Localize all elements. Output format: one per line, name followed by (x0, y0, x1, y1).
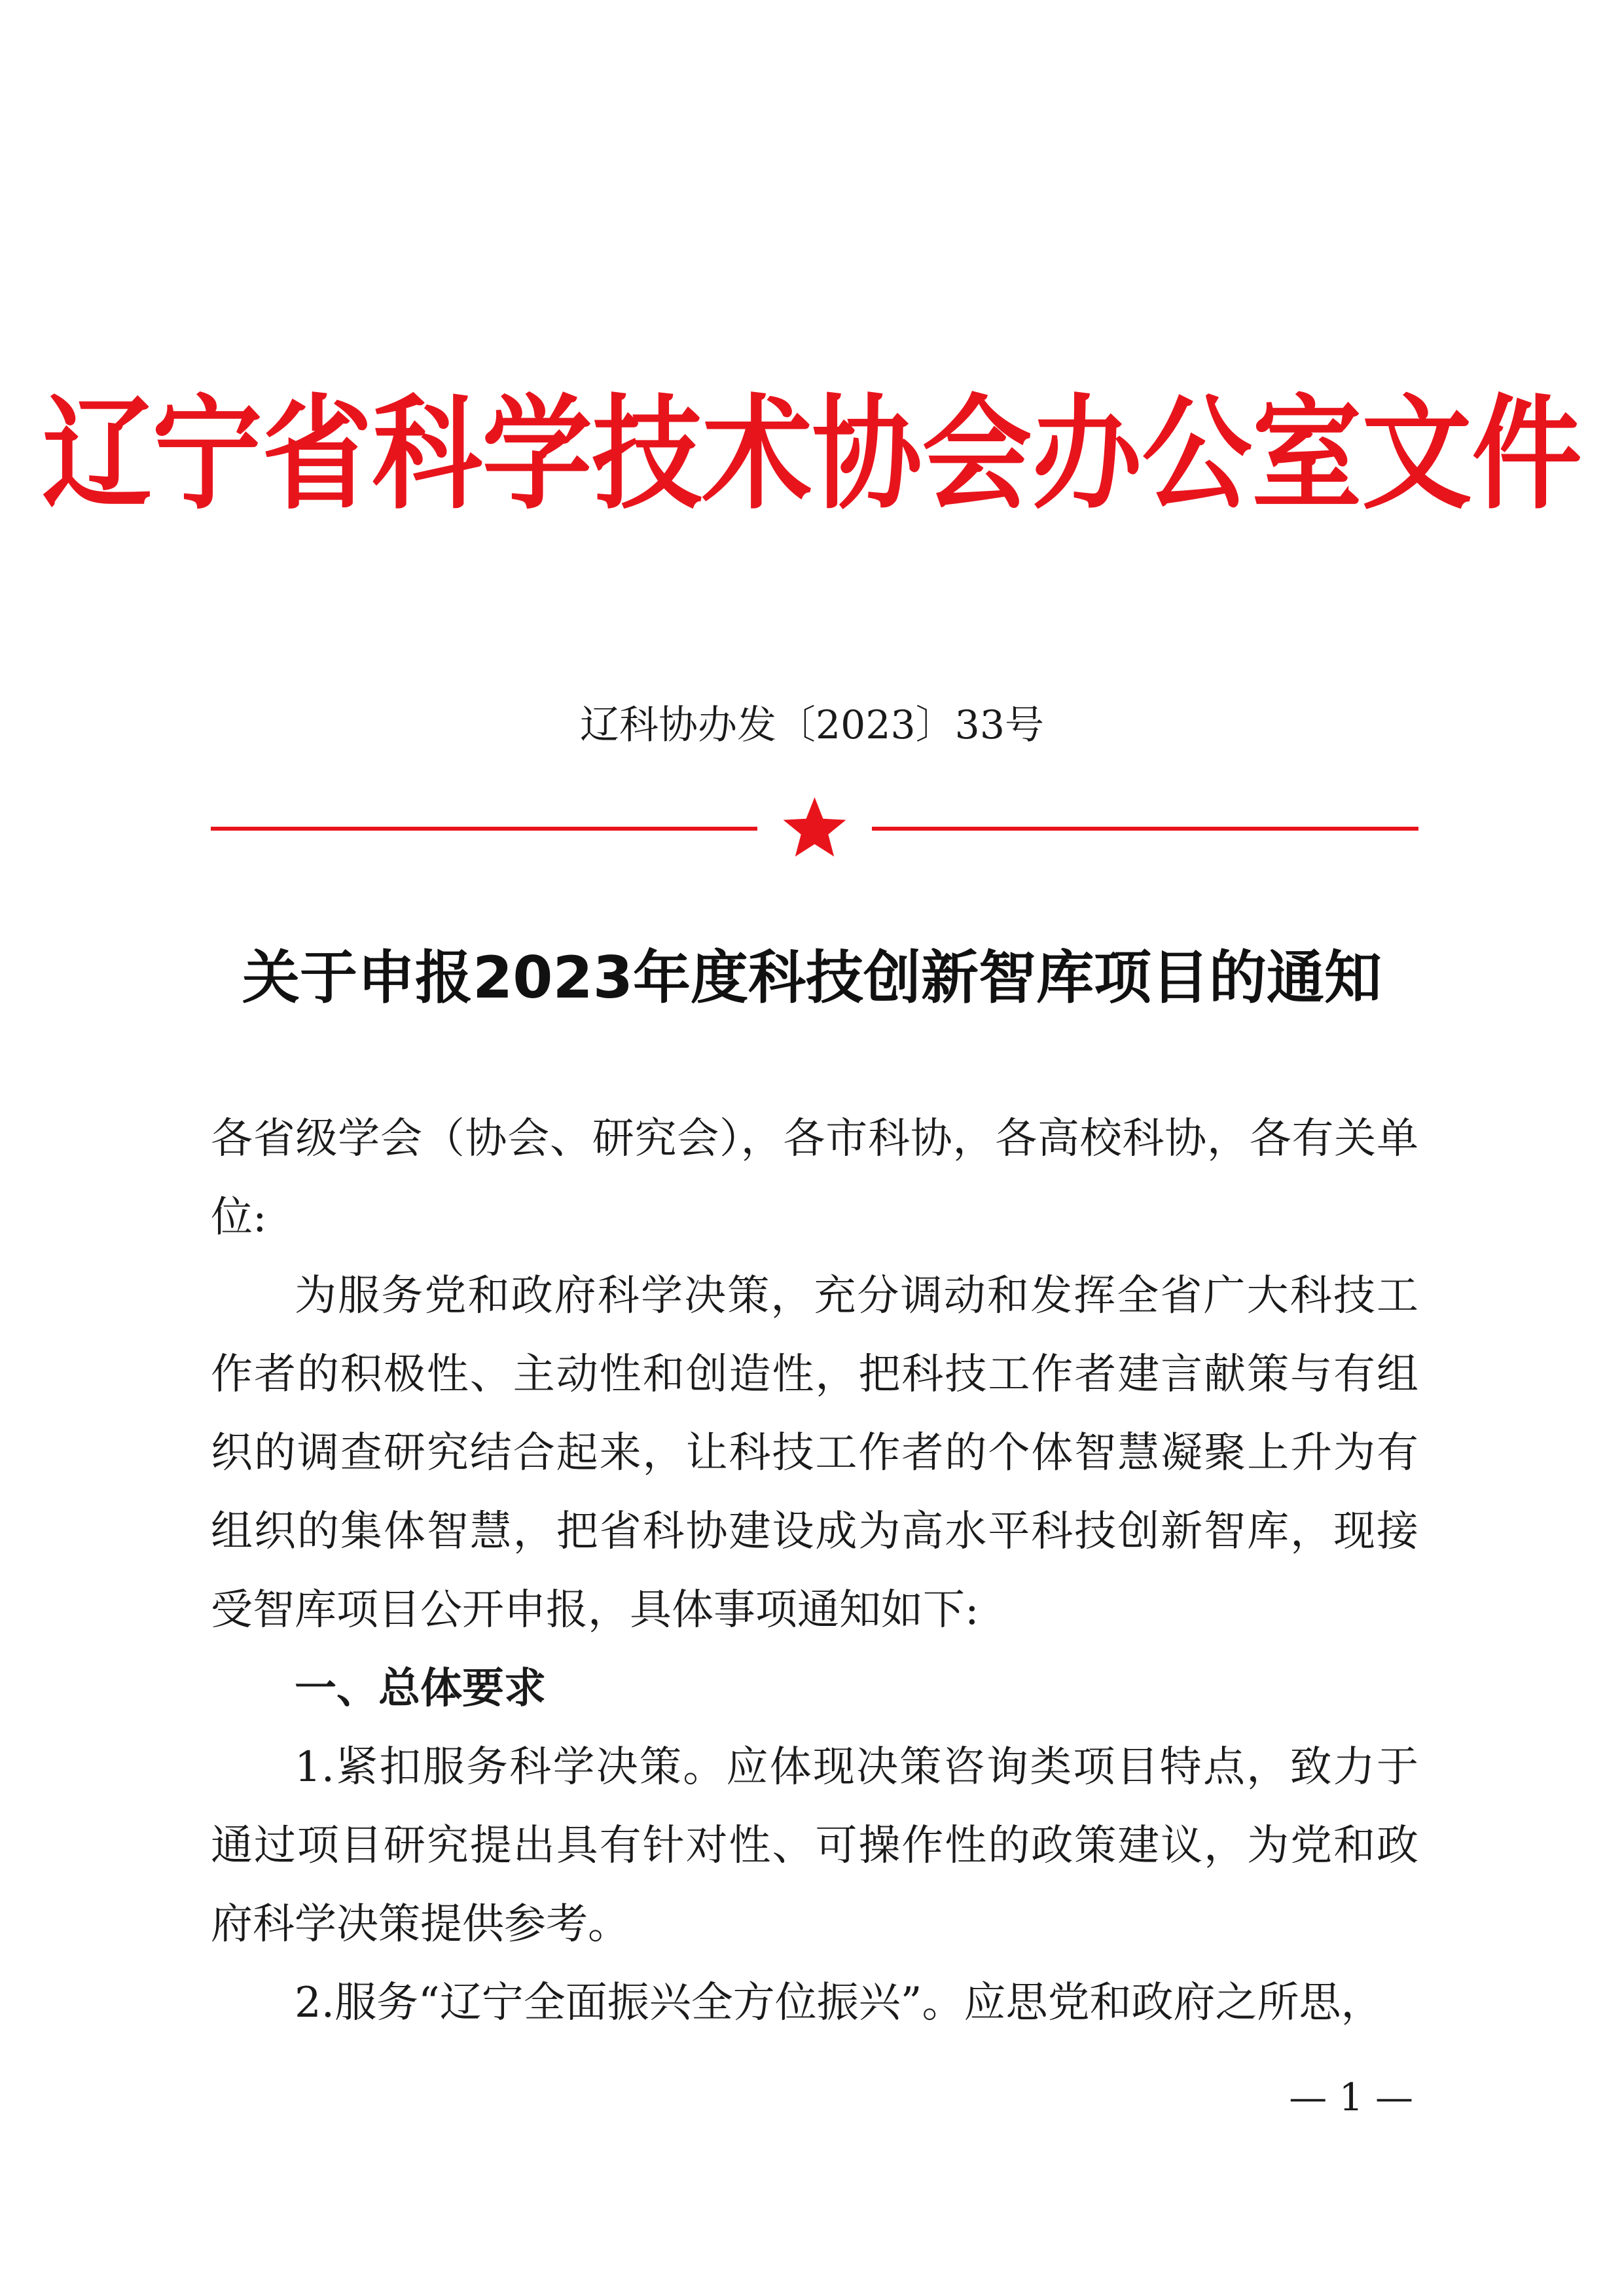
red-divider (211, 792, 1418, 864)
notice-title: 关于申报2023年度科技创新智库项目的通知 (242, 944, 1382, 1011)
divider-line-left (211, 827, 757, 831)
section-heading-1: 一、总体要求 (295, 1665, 546, 1713)
document-body (211, 1100, 1418, 2042)
intro-paragraph: 为服务党和政府科学决策，充分调动和发挥全省广大科技工作者的积极性、主动性和创造性，把科技工作者建言献策与有组织的调查研究结合起来，让科技工作者的个体智慧凝聚上升为有组织的集体智慧，把省科协建设成为高水平科技创新智库，现接受智库项目公开申报，具体事项通知如下: (211, 1272, 1418, 1634)
requirement-item-2: 2.服务“辽宁全面振兴全方位振兴”。应思党和政府之所思， (295, 1979, 1383, 2027)
document-number: 辽科协办发〔2023〕33号 (579, 702, 1045, 748)
star-icon (784, 797, 846, 857)
divider-line-right (872, 827, 1418, 831)
requirement-item-1: 1.紧扣服务科学决策。应体现决策咨询类项目特点，致力于通过项目研究提出具有针对性、可操作性的政策建议，为党和政府科学决策提供参考。 (211, 1743, 1418, 1949)
page-number: — 1 — (1289, 2075, 1413, 2119)
header-title: 辽宁省科学技术协会办公室文件 (42, 382, 1582, 526)
recipients-paragraph: 各省级学会（协会、研究会），各市科协，各高校科协，各有关单位: (211, 1115, 1418, 1242)
